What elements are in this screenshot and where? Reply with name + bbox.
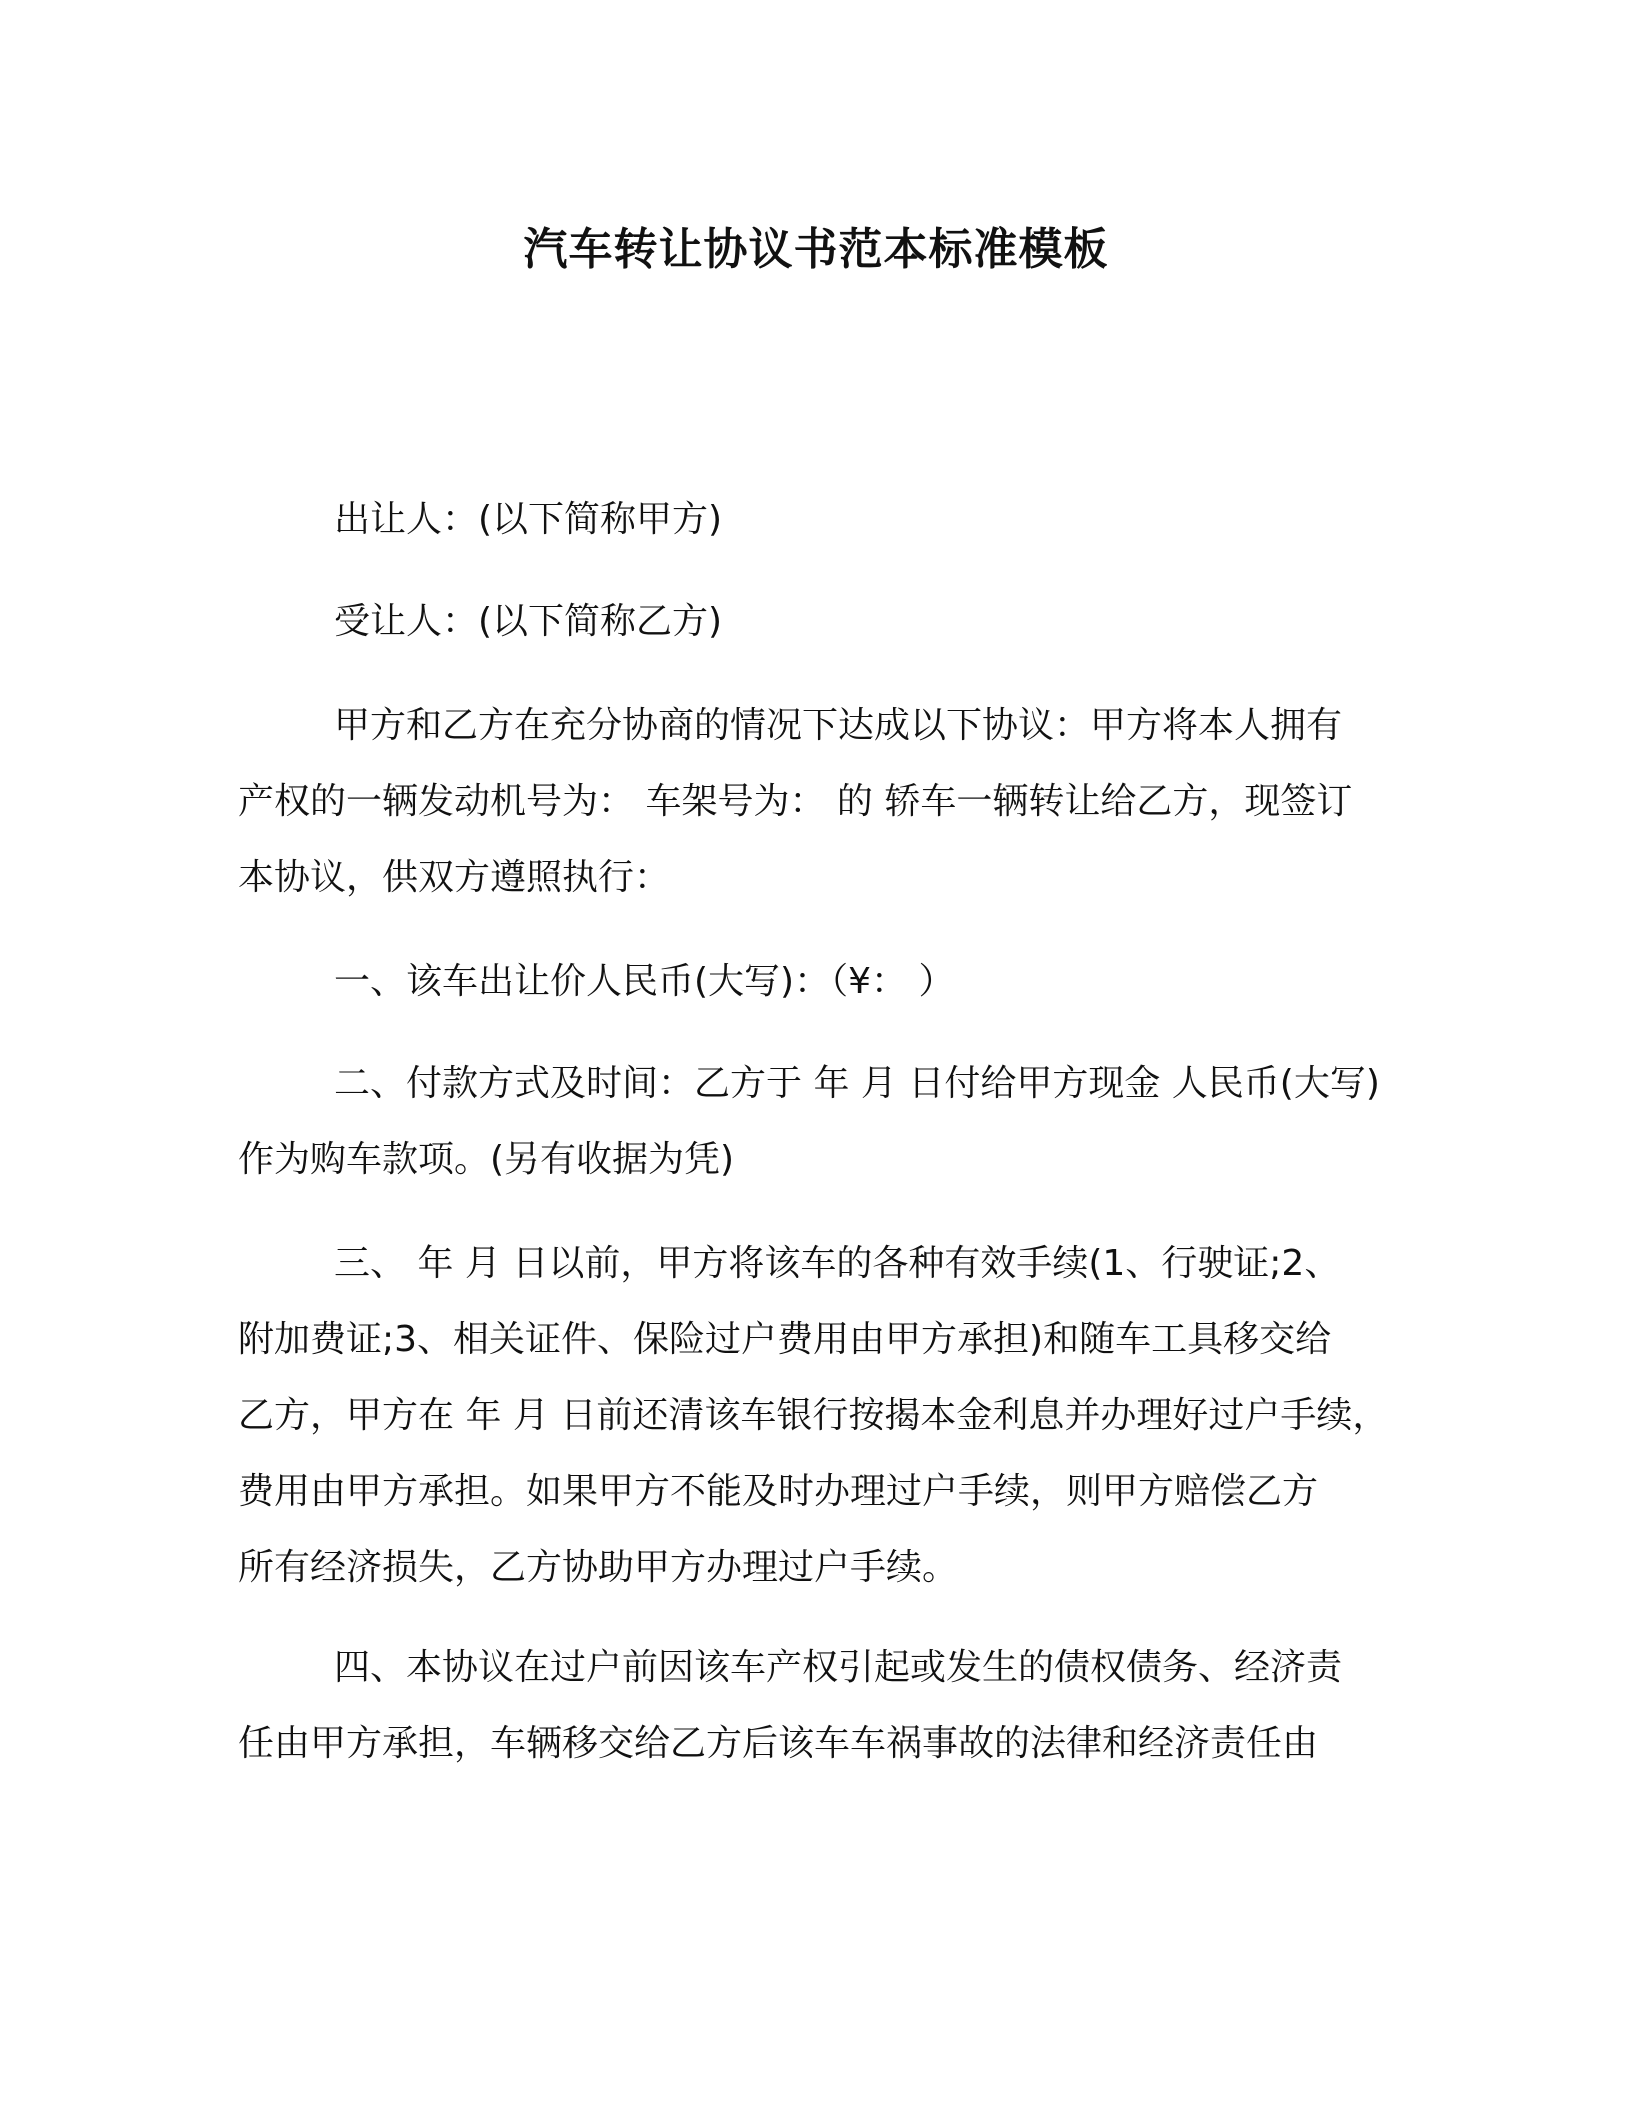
- paragraph-line: 产权的一辆发动机号为： 车架号为： 的 轿车一辆转让给乙方，现签订: [238, 781, 1353, 822]
- paragraph-clause-4: [238, 1630, 1398, 1782]
- paragraph-transferee: [238, 584, 1398, 660]
- paragraph-clause-1: [238, 944, 1398, 1020]
- paragraph-line: 本协议，供双方遵照执行：: [238, 857, 671, 898]
- paragraph-line: 二、付款方式及时间：乙方于 年 月 日付给甲方现金 人民币(大写): [334, 1063, 1380, 1104]
- paragraph-line: 任由甲方承担，车辆移交给乙方后该车车祸事故的法律和经济责任由: [238, 1723, 1319, 1764]
- paragraph-line: 受让人：(以下简称乙方): [334, 601, 723, 642]
- paragraph-transferor: [238, 482, 1398, 558]
- paragraph-line: 附加费证;3、相关证件、保险过户费用由甲方承担)和随车工具移交给: [238, 1319, 1332, 1360]
- paragraph-line: 乙方，甲方在 年 月 日前还清该车银行按揭本金利息并办理好过户手续，: [238, 1395, 1389, 1436]
- paragraph-line: 作为购车款项。(另有收据为凭): [238, 1139, 735, 1180]
- document-title: 汽车转让协议书范本标准模板: [523, 224, 1109, 275]
- paragraph-line: 一、该车出让价人民币(大写)：（¥： ）: [334, 961, 955, 1002]
- paragraph-line: 所有经济损失，乙方协助甲方办理过户手续。: [238, 1547, 959, 1588]
- paragraph-line: 四、本协议在过户前因该车产权引起或发生的债权债务、经济责: [334, 1647, 1343, 1688]
- paragraph-agreement-intro: [238, 688, 1398, 916]
- paragraph-line: 甲方和乙方在充分协商的情况下达成以下协议：甲方将本人拥有: [334, 705, 1343, 746]
- paragraph-line: 三、 年 月 日以前，甲方将该车的各种有效手续(1、行驶证;2、: [334, 1243, 1341, 1284]
- paragraph-line: 出让人：(以下简称甲方): [334, 499, 723, 540]
- paragraph-line: 费用由甲方承担。如果甲方不能及时办理过户手续，则甲方赔偿乙方: [238, 1471, 1319, 1512]
- paragraph-clause-2: [238, 1046, 1398, 1198]
- paragraph-clause-3: [238, 1226, 1398, 1606]
